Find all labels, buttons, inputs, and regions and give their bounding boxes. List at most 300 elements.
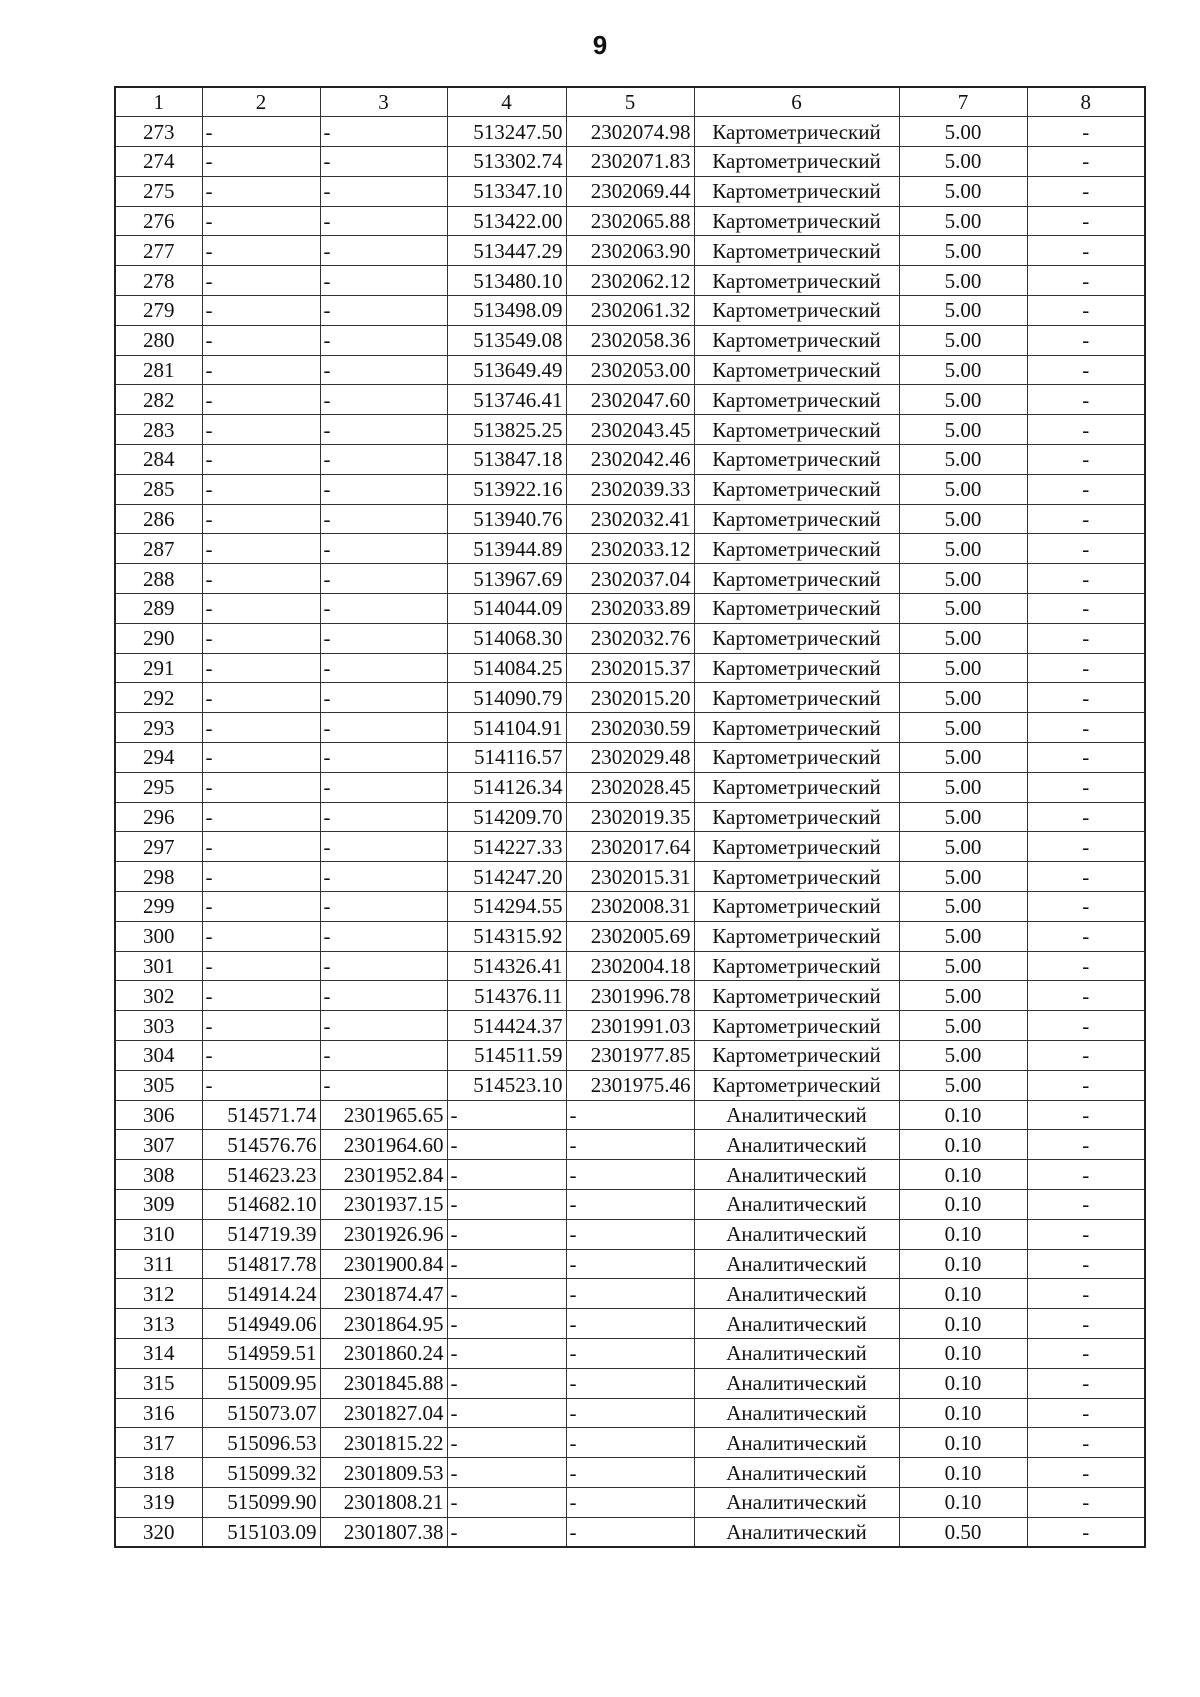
cell-y-new: - — [566, 1219, 694, 1249]
cell-point-number: 281 — [115, 355, 202, 385]
cell-y-old: - — [320, 266, 447, 296]
cell-x-old: - — [202, 206, 320, 236]
cell-accuracy: 5.00 — [899, 743, 1027, 773]
cell-x-new: 514209.70 — [447, 802, 566, 832]
cell-x-new: 513847.18 — [447, 445, 566, 475]
cell-x-old: 514571.74 — [202, 1100, 320, 1130]
table-row — [115, 176, 1145, 206]
cell-y-old: 2301807.38 — [320, 1517, 447, 1547]
cell-method: Картометрический — [694, 594, 899, 624]
cell-method: Картометрический — [694, 117, 899, 147]
cell-y-new: 2302069.44 — [566, 176, 694, 206]
cell-point-number: 273 — [115, 117, 202, 147]
cell-description: - — [1027, 1160, 1145, 1190]
cell-x-new: 513247.50 — [447, 117, 566, 147]
cell-accuracy: 5.00 — [899, 862, 1027, 892]
cell-y-new: - — [566, 1428, 694, 1458]
cell-x-new: - — [447, 1338, 566, 1368]
cell-point-number: 316 — [115, 1398, 202, 1428]
cell-x-old: - — [202, 772, 320, 802]
cell-accuracy: 5.00 — [899, 117, 1027, 147]
cell-y-new: 2302042.46 — [566, 445, 694, 475]
cell-description: - — [1027, 802, 1145, 832]
cell-description: - — [1027, 713, 1145, 743]
cell-accuracy: 5.00 — [899, 921, 1027, 951]
table-row — [115, 355, 1145, 385]
cell-y-old: - — [320, 683, 447, 713]
cell-x-old: - — [202, 623, 320, 653]
table-row — [115, 951, 1145, 981]
cell-method: Аналитический — [694, 1458, 899, 1488]
cell-method: Картометрический — [694, 236, 899, 266]
cell-accuracy: 5.00 — [899, 653, 1027, 683]
cell-point-number: 305 — [115, 1070, 202, 1100]
cell-y-old: - — [320, 862, 447, 892]
cell-point-number: 286 — [115, 504, 202, 534]
cell-x-new: 514044.09 — [447, 594, 566, 624]
cell-y-old: - — [320, 325, 447, 355]
cell-x-new: 514126.34 — [447, 772, 566, 802]
cell-accuracy: 5.00 — [899, 892, 1027, 922]
cell-x-new: - — [447, 1368, 566, 1398]
cell-y-new: 2302063.90 — [566, 236, 694, 266]
cell-y-old: - — [320, 474, 447, 504]
cell-accuracy: 5.00 — [899, 623, 1027, 653]
cell-method: Картометрический — [694, 564, 899, 594]
cell-y-old: - — [320, 445, 447, 475]
cell-description: - — [1027, 1428, 1145, 1458]
cell-x-new: - — [447, 1219, 566, 1249]
cell-x-new: 514315.92 — [447, 921, 566, 951]
cell-y-old: - — [320, 206, 447, 236]
cell-method: Картометрический — [694, 325, 899, 355]
cell-x-old: 514719.39 — [202, 1219, 320, 1249]
cell-x-new: 514376.11 — [447, 981, 566, 1011]
cell-y-old: - — [320, 355, 447, 385]
cell-description: - — [1027, 1070, 1145, 1100]
cell-x-new: 513746.41 — [447, 385, 566, 415]
cell-point-number: 309 — [115, 1189, 202, 1219]
cell-point-number: 275 — [115, 176, 202, 206]
cell-point-number: 312 — [115, 1279, 202, 1309]
table-row — [115, 1428, 1145, 1458]
cell-description: - — [1027, 1279, 1145, 1309]
cell-x-old: 514949.06 — [202, 1309, 320, 1339]
cell-y-new: - — [566, 1458, 694, 1488]
cell-x-old: - — [202, 743, 320, 773]
cell-x-new: - — [447, 1160, 566, 1190]
cell-description: - — [1027, 1130, 1145, 1160]
table-row — [115, 534, 1145, 564]
cell-y-old: - — [320, 1041, 447, 1071]
table-row — [115, 772, 1145, 802]
cell-description: - — [1027, 355, 1145, 385]
cell-method: Картометрический — [694, 623, 899, 653]
cell-accuracy: 0.50 — [899, 1517, 1027, 1547]
cell-x-old: - — [202, 862, 320, 892]
cell-x-new: 513422.00 — [447, 206, 566, 236]
cell-description: - — [1027, 1368, 1145, 1398]
cell-y-old: - — [320, 534, 447, 564]
cell-x-old: - — [202, 594, 320, 624]
cell-method: Картометрический — [694, 415, 899, 445]
cell-accuracy: 0.10 — [899, 1189, 1027, 1219]
cell-y-old: 2301845.88 — [320, 1368, 447, 1398]
cell-method: Картометрический — [694, 921, 899, 951]
cell-accuracy: 5.00 — [899, 474, 1027, 504]
cell-x-new: - — [447, 1249, 566, 1279]
cell-x-old: - — [202, 504, 320, 534]
table-row — [115, 1011, 1145, 1041]
cell-method: Картометрический — [694, 296, 899, 326]
cell-y-new: 2302032.41 — [566, 504, 694, 534]
table-row — [115, 1368, 1145, 1398]
cell-y-new: 2302061.32 — [566, 296, 694, 326]
cell-y-old: 2301874.47 — [320, 1279, 447, 1309]
cell-x-old: - — [202, 325, 320, 355]
cell-description: - — [1027, 1458, 1145, 1488]
cell-method: Картометрический — [694, 474, 899, 504]
cell-y-new: 2302033.89 — [566, 594, 694, 624]
cell-point-number: 294 — [115, 743, 202, 773]
cell-y-new: 2302008.31 — [566, 892, 694, 922]
cell-accuracy: 0.10 — [899, 1130, 1027, 1160]
cell-x-new: 513549.08 — [447, 325, 566, 355]
cell-description: - — [1027, 504, 1145, 534]
cell-x-old: - — [202, 564, 320, 594]
coordinates-table — [114, 86, 1146, 1548]
cell-point-number: 314 — [115, 1338, 202, 1368]
cell-description: - — [1027, 1100, 1145, 1130]
table-row — [115, 1309, 1145, 1339]
cell-description: - — [1027, 653, 1145, 683]
cell-accuracy: 0.10 — [899, 1487, 1027, 1517]
cell-x-new: 514523.10 — [447, 1070, 566, 1100]
cell-method: Аналитический — [694, 1487, 899, 1517]
cell-x-new: 514068.30 — [447, 623, 566, 653]
cell-x-old: - — [202, 266, 320, 296]
cell-point-number: 280 — [115, 325, 202, 355]
cell-y-new: 2302015.37 — [566, 653, 694, 683]
cell-point-number: 304 — [115, 1041, 202, 1071]
table-row — [115, 206, 1145, 236]
cell-x-old: - — [202, 117, 320, 147]
cell-y-new: 2302015.20 — [566, 683, 694, 713]
cell-method: Картометрический — [694, 176, 899, 206]
cell-point-number: 298 — [115, 862, 202, 892]
cell-point-number: 292 — [115, 683, 202, 713]
cell-y-new: - — [566, 1100, 694, 1130]
cell-method: Картометрический — [694, 147, 899, 177]
cell-y-new: 2302028.45 — [566, 772, 694, 802]
cell-method: Картометрический — [694, 1070, 899, 1100]
cell-x-new: 513347.10 — [447, 176, 566, 206]
cell-y-old: - — [320, 504, 447, 534]
cell-method: Картометрический — [694, 683, 899, 713]
cell-y-old: - — [320, 772, 447, 802]
table-row — [115, 564, 1145, 594]
cell-accuracy: 0.10 — [899, 1100, 1027, 1130]
cell-y-new: 2302065.88 — [566, 206, 694, 236]
cell-method: Картометрический — [694, 743, 899, 773]
cell-method: Картометрический — [694, 355, 899, 385]
cell-point-number: 276 — [115, 206, 202, 236]
cell-y-old: - — [320, 951, 447, 981]
cell-point-number: 307 — [115, 1130, 202, 1160]
cell-y-old: - — [320, 743, 447, 773]
table-row — [115, 1189, 1145, 1219]
cell-method: Аналитический — [694, 1517, 899, 1547]
cell-point-number: 296 — [115, 802, 202, 832]
cell-description: - — [1027, 981, 1145, 1011]
cell-description: - — [1027, 147, 1145, 177]
cell-accuracy: 5.00 — [899, 802, 1027, 832]
cell-x-old: - — [202, 1070, 320, 1100]
cell-y-old: 2301809.53 — [320, 1458, 447, 1488]
cell-x-old: 515009.95 — [202, 1368, 320, 1398]
cell-y-old: - — [320, 892, 447, 922]
cell-x-old: - — [202, 534, 320, 564]
cell-x-old: - — [202, 653, 320, 683]
cell-x-old: 514576.76 — [202, 1130, 320, 1160]
table-row — [115, 385, 1145, 415]
table-row — [115, 1458, 1145, 1488]
cell-point-number: 295 — [115, 772, 202, 802]
cell-x-new: - — [447, 1517, 566, 1547]
cell-point-number: 303 — [115, 1011, 202, 1041]
table-row — [115, 1517, 1145, 1547]
cell-y-old: 2301827.04 — [320, 1398, 447, 1428]
cell-x-new: 513480.10 — [447, 266, 566, 296]
cell-accuracy: 5.00 — [899, 564, 1027, 594]
cell-y-new: 2302032.76 — [566, 623, 694, 653]
table-row — [115, 981, 1145, 1011]
cell-y-old: 2301965.65 — [320, 1100, 447, 1130]
cell-description: - — [1027, 862, 1145, 892]
cell-x-old: - — [202, 236, 320, 266]
cell-description: - — [1027, 534, 1145, 564]
column-header-3: 3 — [320, 87, 447, 117]
table-row — [115, 325, 1145, 355]
cell-x-old: - — [202, 355, 320, 385]
cell-description: - — [1027, 176, 1145, 206]
cell-accuracy: 5.00 — [899, 981, 1027, 1011]
cell-y-new: 2302053.00 — [566, 355, 694, 385]
cell-point-number: 290 — [115, 623, 202, 653]
table-row — [115, 117, 1145, 147]
cell-y-new: - — [566, 1487, 694, 1517]
table-row — [115, 1487, 1145, 1517]
cell-description: - — [1027, 236, 1145, 266]
cell-y-new: 2301975.46 — [566, 1070, 694, 1100]
cell-description: - — [1027, 325, 1145, 355]
cell-y-old: - — [320, 981, 447, 1011]
cell-point-number: 306 — [115, 1100, 202, 1130]
table-row — [115, 296, 1145, 326]
cell-x-new: 514116.57 — [447, 743, 566, 773]
cell-description: - — [1027, 1011, 1145, 1041]
cell-description: - — [1027, 772, 1145, 802]
page-number: 9 — [592, 30, 608, 60]
cell-x-old: - — [202, 683, 320, 713]
cell-x-old: - — [202, 951, 320, 981]
cell-point-number: 301 — [115, 951, 202, 981]
cell-x-old: 515096.53 — [202, 1428, 320, 1458]
cell-point-number: 284 — [115, 445, 202, 475]
table-row — [115, 474, 1145, 504]
cell-description: - — [1027, 921, 1145, 951]
cell-y-new: 2302005.69 — [566, 921, 694, 951]
cell-point-number: 283 — [115, 415, 202, 445]
cell-x-new: 513940.76 — [447, 504, 566, 534]
cell-y-new: - — [566, 1249, 694, 1279]
cell-point-number: 293 — [115, 713, 202, 743]
table-row — [115, 1100, 1145, 1130]
cell-y-new: - — [566, 1189, 694, 1219]
cell-description: - — [1027, 474, 1145, 504]
cell-y-new: 2302039.33 — [566, 474, 694, 504]
cell-x-old: 514959.51 — [202, 1338, 320, 1368]
cell-description: - — [1027, 206, 1145, 236]
cell-y-old: - — [320, 623, 447, 653]
cell-point-number: 274 — [115, 147, 202, 177]
cell-method: Картометрический — [694, 266, 899, 296]
table-row — [115, 892, 1145, 922]
cell-description: - — [1027, 415, 1145, 445]
cell-description: - — [1027, 445, 1145, 475]
cell-y-new: - — [566, 1309, 694, 1339]
cell-accuracy: 0.10 — [899, 1428, 1027, 1458]
cell-x-new: 513825.25 — [447, 415, 566, 445]
cell-y-old: 2301937.15 — [320, 1189, 447, 1219]
cell-x-new: 513922.16 — [447, 474, 566, 504]
cell-description: - — [1027, 1338, 1145, 1368]
cell-description: - — [1027, 564, 1145, 594]
cell-point-number: 289 — [115, 594, 202, 624]
cell-accuracy: 5.00 — [899, 296, 1027, 326]
cell-method: Картометрический — [694, 653, 899, 683]
cell-y-old: - — [320, 236, 447, 266]
cell-accuracy: 0.10 — [899, 1279, 1027, 1309]
cell-y-new: - — [566, 1338, 694, 1368]
cell-point-number: 317 — [115, 1428, 202, 1458]
cell-x-old: 514682.10 — [202, 1189, 320, 1219]
cell-x-new: 513649.49 — [447, 355, 566, 385]
cell-x-old: - — [202, 474, 320, 504]
cell-y-new: 2301996.78 — [566, 981, 694, 1011]
cell-y-old: - — [320, 147, 447, 177]
cell-point-number: 310 — [115, 1219, 202, 1249]
cell-x-new: 514104.91 — [447, 713, 566, 743]
cell-method: Картометрический — [694, 206, 899, 236]
table-row — [115, 623, 1145, 653]
cell-y-new: - — [566, 1517, 694, 1547]
table-row — [115, 147, 1145, 177]
cell-accuracy: 5.00 — [899, 713, 1027, 743]
cell-point-number: 311 — [115, 1249, 202, 1279]
cell-x-new: 513498.09 — [447, 296, 566, 326]
column-header-4: 4 — [447, 87, 566, 117]
cell-y-new: 2302043.45 — [566, 415, 694, 445]
cell-y-new: 2302058.36 — [566, 325, 694, 355]
table-row — [115, 1130, 1145, 1160]
cell-y-old: - — [320, 802, 447, 832]
cell-description: - — [1027, 1249, 1145, 1279]
cell-y-new: 2302017.64 — [566, 832, 694, 862]
cell-y-old: 2301952.84 — [320, 1160, 447, 1190]
cell-point-number: 297 — [115, 832, 202, 862]
cell-description: - — [1027, 266, 1145, 296]
table-row — [115, 445, 1145, 475]
table-row — [115, 832, 1145, 862]
table-row — [115, 653, 1145, 683]
cell-point-number: 285 — [115, 474, 202, 504]
cell-point-number: 277 — [115, 236, 202, 266]
cell-accuracy: 5.00 — [899, 504, 1027, 534]
cell-method: Аналитический — [694, 1368, 899, 1398]
cell-y-old: 2301860.24 — [320, 1338, 447, 1368]
table-row — [115, 1160, 1145, 1190]
cell-point-number: 318 — [115, 1458, 202, 1488]
cell-y-new: 2302015.31 — [566, 862, 694, 892]
cell-accuracy: 5.00 — [899, 534, 1027, 564]
cell-y-new: - — [566, 1279, 694, 1309]
cell-method: Картометрический — [694, 1041, 899, 1071]
cell-y-old: 2301808.21 — [320, 1487, 447, 1517]
cell-y-old: - — [320, 653, 447, 683]
cell-x-old: - — [202, 415, 320, 445]
cell-x-new: - — [447, 1189, 566, 1219]
cell-point-number: 278 — [115, 266, 202, 296]
cell-y-new: - — [566, 1130, 694, 1160]
cell-accuracy: 0.10 — [899, 1309, 1027, 1339]
cell-accuracy: 5.00 — [899, 206, 1027, 236]
cell-y-old: - — [320, 385, 447, 415]
column-header-7: 7 — [899, 87, 1027, 117]
cell-point-number: 291 — [115, 653, 202, 683]
cell-method: Картометрический — [694, 802, 899, 832]
cell-method: Картометрический — [694, 981, 899, 1011]
cell-x-new: - — [447, 1458, 566, 1488]
cell-x-new: - — [447, 1100, 566, 1130]
cell-point-number: 288 — [115, 564, 202, 594]
cell-point-number: 282 — [115, 385, 202, 415]
cell-method: Аналитический — [694, 1309, 899, 1339]
cell-description: - — [1027, 683, 1145, 713]
cell-x-old: - — [202, 832, 320, 862]
table-row — [115, 1338, 1145, 1368]
cell-x-old: - — [202, 1041, 320, 1071]
cell-method: Картометрический — [694, 504, 899, 534]
cell-description: - — [1027, 623, 1145, 653]
cell-y-old: - — [320, 1070, 447, 1100]
cell-accuracy: 0.10 — [899, 1160, 1027, 1190]
cell-description: - — [1027, 594, 1145, 624]
cell-method: Аналитический — [694, 1338, 899, 1368]
cell-y-old: - — [320, 1011, 447, 1041]
cell-x-old: - — [202, 1011, 320, 1041]
cell-y-new: - — [566, 1368, 694, 1398]
table-row — [115, 713, 1145, 743]
cell-description: - — [1027, 951, 1145, 981]
table-row — [115, 1249, 1145, 1279]
cell-point-number: 300 — [115, 921, 202, 951]
cell-accuracy: 5.00 — [899, 594, 1027, 624]
cell-y-old: - — [320, 176, 447, 206]
cell-accuracy: 0.10 — [899, 1458, 1027, 1488]
cell-method: Аналитический — [694, 1130, 899, 1160]
cell-method: Картометрический — [694, 772, 899, 802]
